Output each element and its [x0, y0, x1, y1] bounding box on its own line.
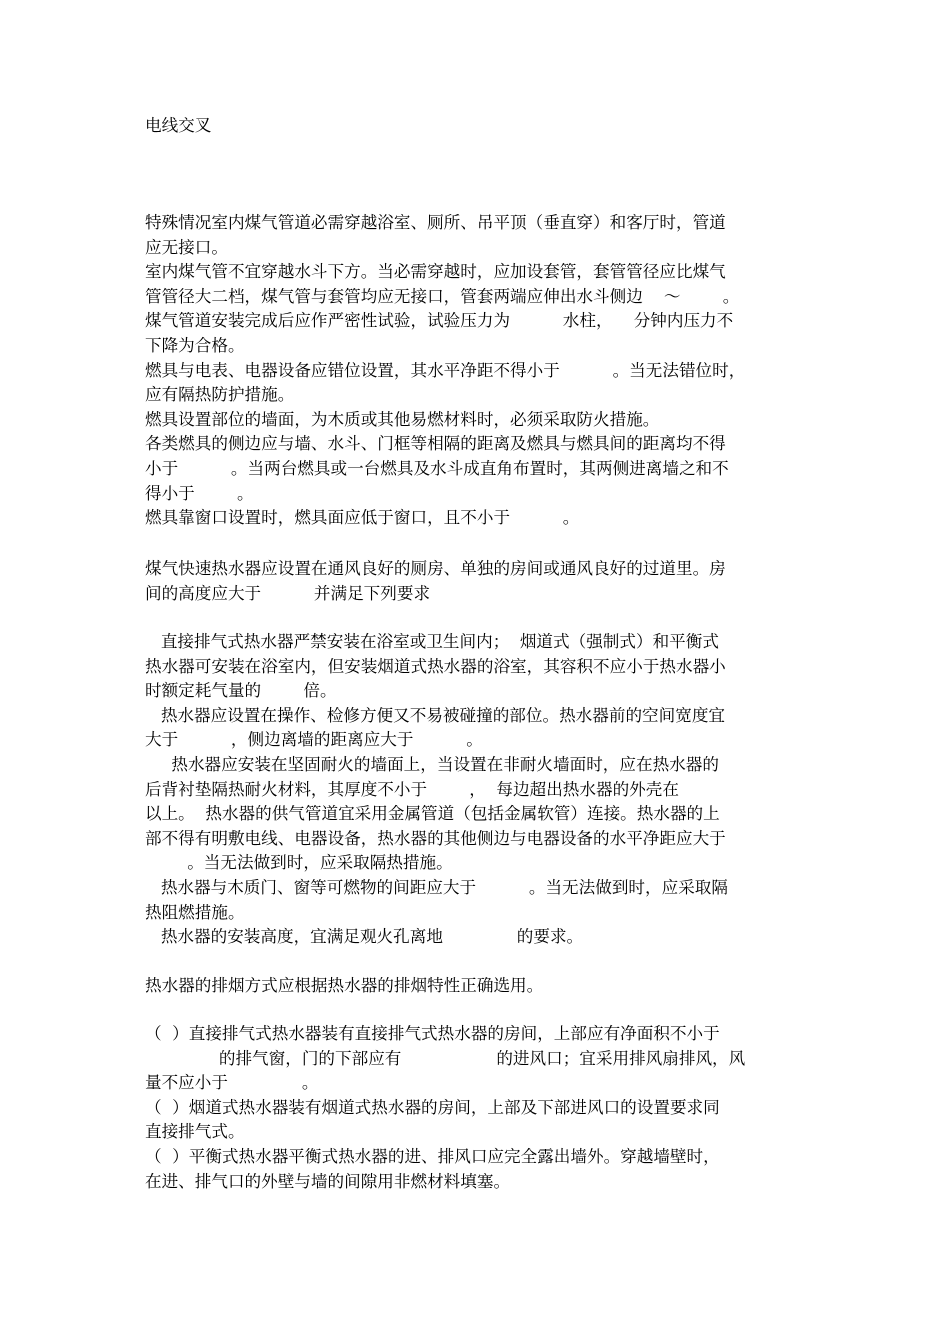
text-line: 以上。 热水器的供气管道宜采用金属管道（包括金属软管）连接。热水器的上	[145, 804, 720, 824]
text-line: 量不应小于 。	[145, 1073, 319, 1093]
text-line: 煤气管道安装完成后应作严密性试验，试验压力为 水柱， 分钟内压力不	[145, 311, 734, 331]
text-line: 小于 。当两台燃具或一台燃具及水斗成直角布置时，其两侧进离墙之和不	[145, 458, 729, 478]
text-line: 在进、排气口的外壁与墙的间隙用非燃材料填塞。	[145, 1171, 511, 1191]
text-line: 得小于 。	[145, 483, 254, 503]
text-line: 下降为合格。	[145, 335, 245, 355]
text-line: 大于 ，侧边离墙的距离应大于 。	[145, 730, 483, 750]
text-line: 室内煤气管不宜穿越水斗下方。当必需穿越时，应加设套管，套管管径应比煤气	[145, 262, 726, 282]
text-line: 燃具与电表、电器设备应错位设置，其水平净距不得小于 。当无法错位时，	[145, 360, 746, 380]
text-line: 特殊情况室内煤气管道必需穿越浴室、厕所、吊平顶（垂直穿）和客厅时，管道	[145, 213, 726, 232]
text-line: 直接排气式。	[145, 1122, 245, 1142]
text-line: 热水器应安装在坚固耐火的墙面上，当设置在非耐火墙面时，应在热水器的	[145, 754, 719, 774]
document-heading	[145, 114, 813, 139]
text-line: 。当无法做到时，应采取隔热措施。	[145, 853, 453, 873]
text-line: 热水器可安装在浴室内，但安装烟道式热水器的浴室，其容积不应小于热水器小	[145, 656, 726, 676]
text-line: 热水器的安装高度，宜满足观火孔离地 的要求。	[145, 927, 584, 947]
text-line: （ ）平衡式热水器平衡式热水器的进、排风口应完全露出墙外。穿越墙壁时，	[145, 1146, 720, 1166]
text-line: 热水器应设置在操作、检修方便又不易被碰撞的部位。热水器前的空间宽度宜	[145, 705, 726, 725]
text-line: 应无接口。	[145, 237, 228, 257]
text-line: 应有隔热防护措施。	[145, 385, 295, 405]
paragraph-heater-types	[145, 1022, 813, 1194]
text-line: （ ）直接排气式热水器装有直接排气式热水器的房间，上部应有净面积不小于	[145, 1024, 720, 1043]
text-line: 各类燃具的侧边应与墙、水斗、门框等相隔的距离及燃具与燃具间的距离均不得	[145, 434, 726, 454]
text-line: 直接排气式热水器严禁安装在浴室或卫生间内； 烟道式（强制式）和平衡式	[145, 632, 719, 651]
text-line: 管管径大二档，煤气管与套管均应无接口，管套两端应伸出水斗侧边 ～ 。	[145, 286, 740, 306]
text-line: 燃具靠窗口设置时，燃具面应低于窗口，且不小于 。	[145, 508, 580, 528]
text-line: 煤气快速热水器应设置在通风良好的厕房、单独的房间或通风良好的过道里。房	[145, 559, 726, 578]
text-line: 部不得有明敷电线、电器设备，热水器的其他侧边与电器设备的水平净距应大于	[145, 828, 726, 848]
text-line: 后背衬垫隔热耐火材料，其厚度不小于 ， 每边超出热水器的外壳在	[145, 779, 679, 799]
text-line: 热水器与木质门、窗等可燃物的间距应大于 。当无法做到时，应采取隔	[145, 877, 728, 897]
heading-text: 电线交叉	[145, 116, 212, 135]
text-line: 时额定耗气量的 倍。	[145, 681, 337, 701]
text-line: 燃具设置部位的墙面，为木质或其他易燃材料时，必须采取防火措施。	[145, 409, 660, 429]
text-line: （ ）烟道式热水器装有烟道式热水器的房间，上部及下部进风口的设置要求同	[145, 1097, 720, 1117]
text-line: 的排气窗，门的下部应有 的进风口；宜采用排风扇排风，风	[145, 1048, 746, 1068]
text-line: 热阻燃措施。	[145, 902, 245, 922]
paragraph-heater-requirements	[145, 630, 813, 950]
text-line: 间的高度应大于 并满足下列要求	[145, 583, 431, 603]
paragraph-exhaust-method	[145, 974, 813, 999]
paragraph-gas-pipe-rules	[145, 211, 813, 531]
text-line: 热水器的排烟方式应根据热水器的排烟特性正确选用。	[145, 976, 544, 995]
paragraph-heater-location	[145, 557, 813, 606]
